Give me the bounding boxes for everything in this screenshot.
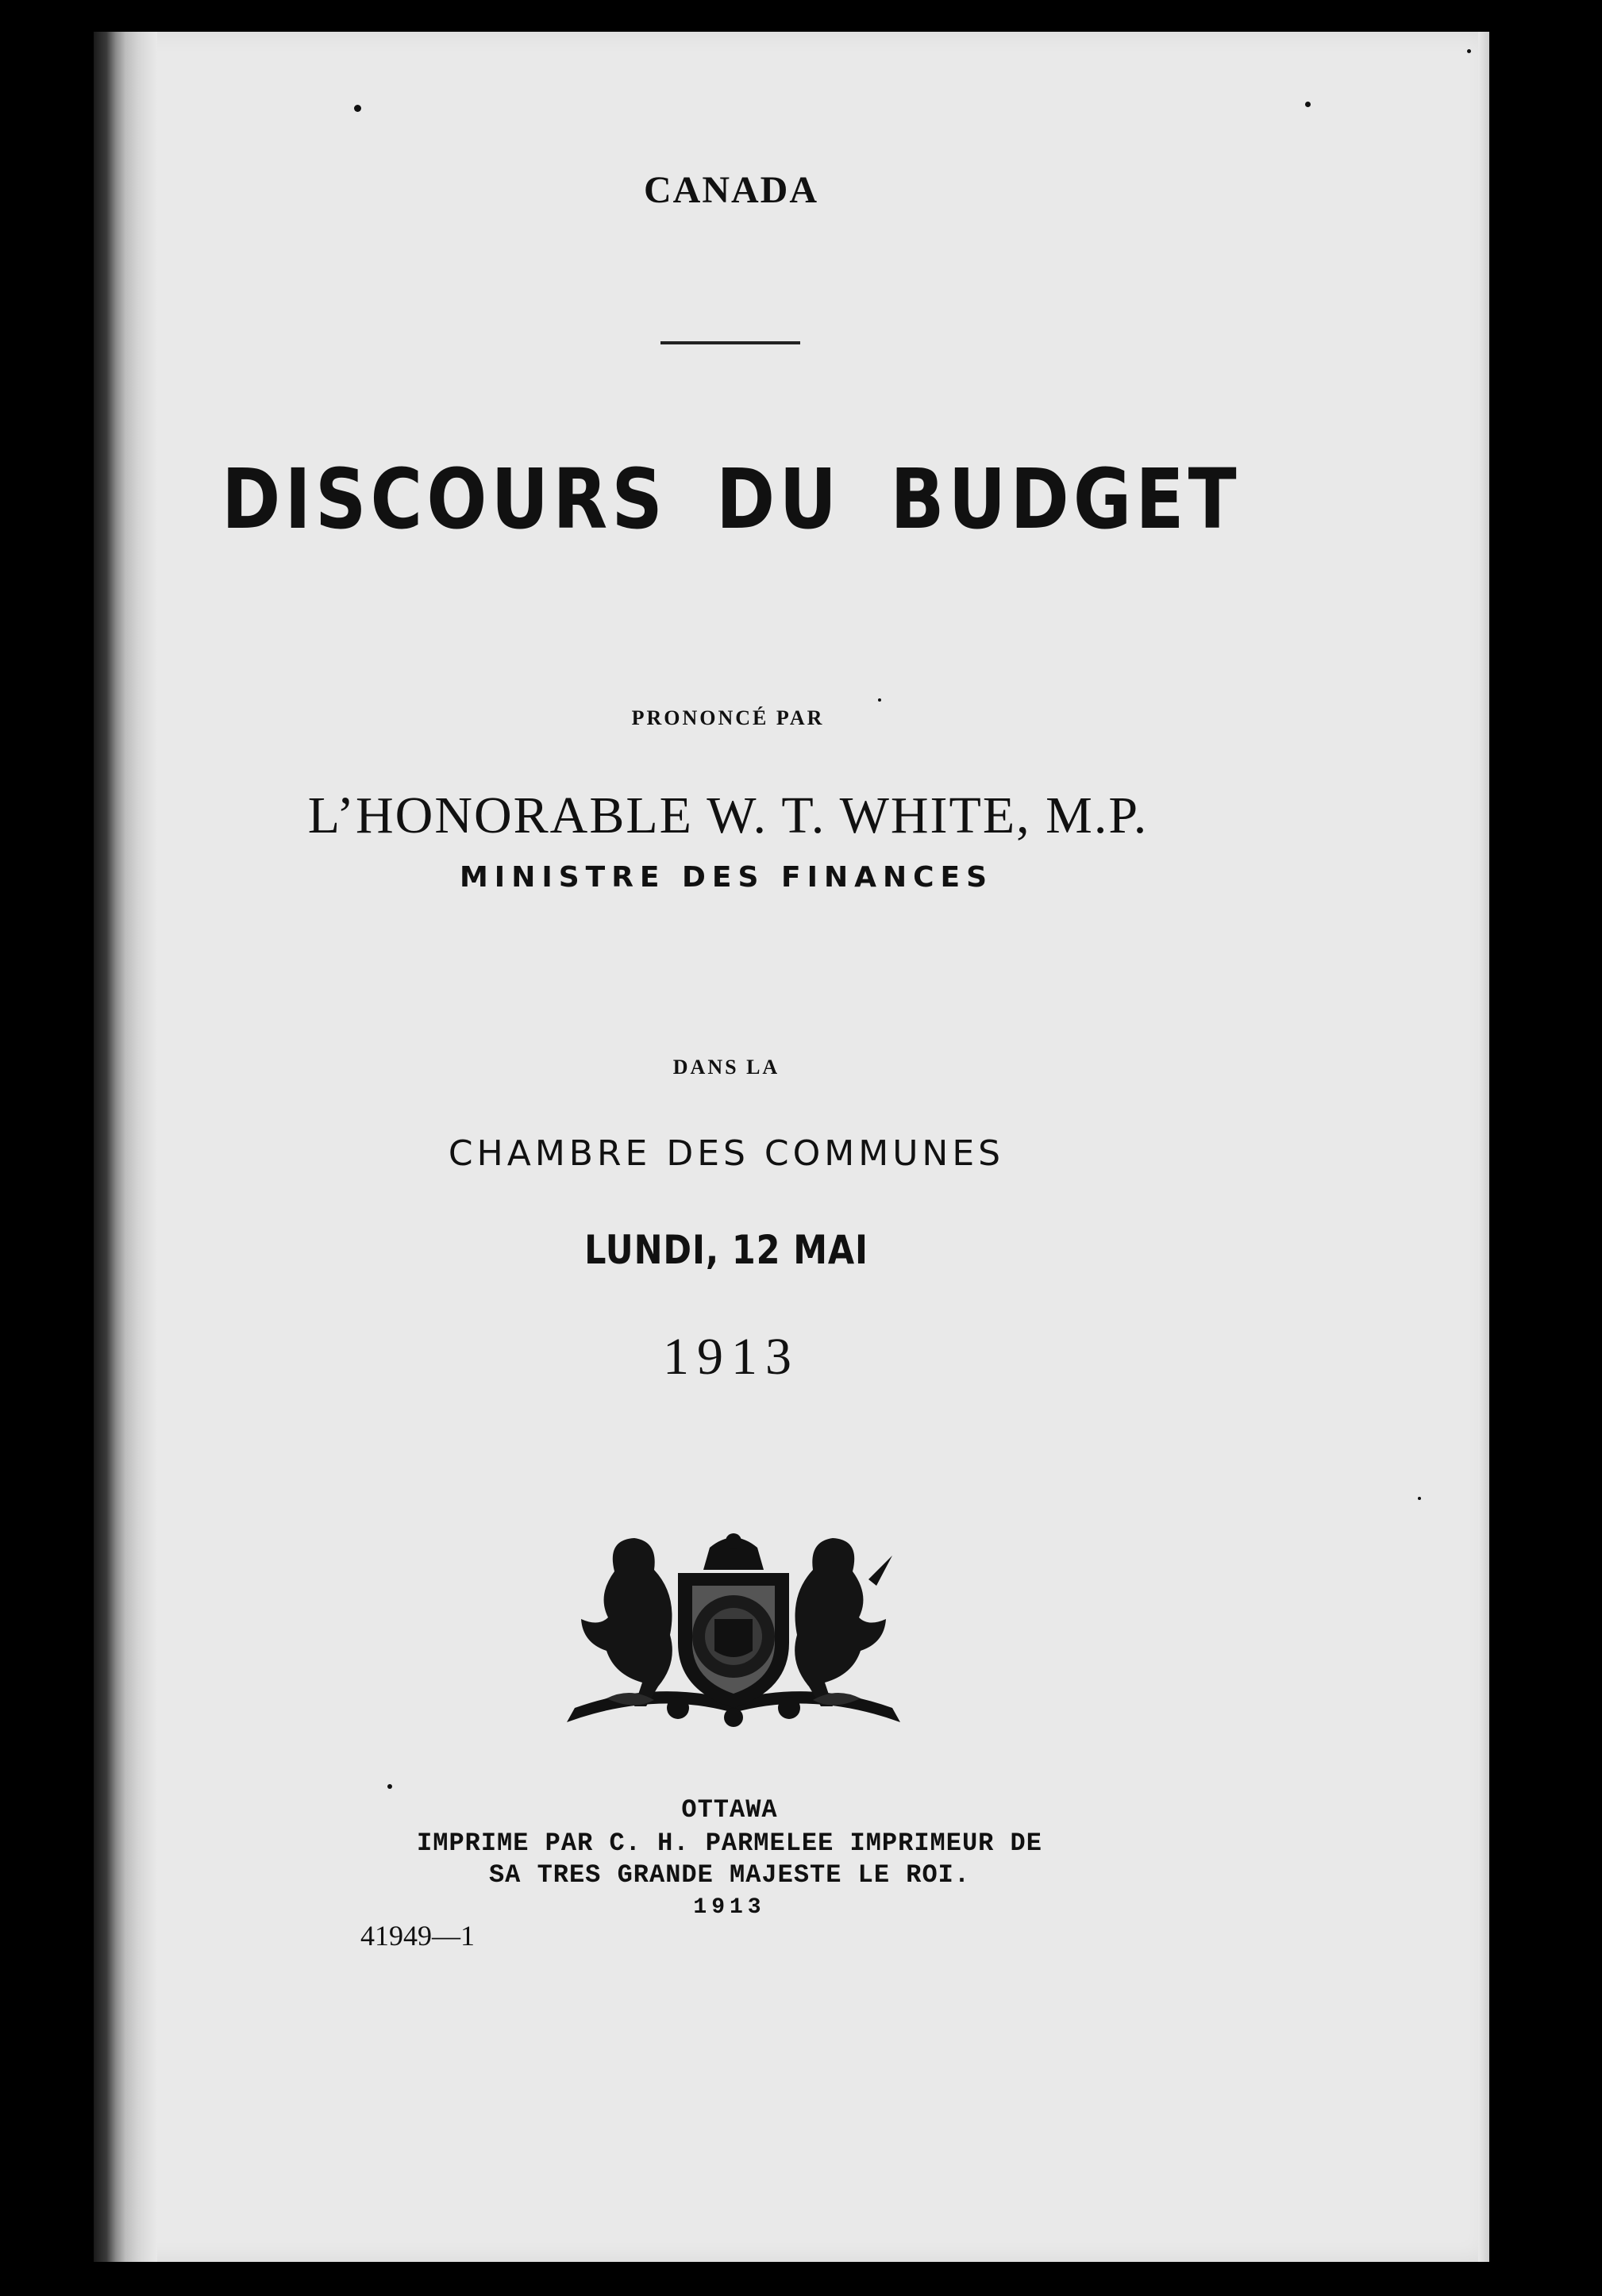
imprint-year: 1913 <box>693 1895 766 1920</box>
country-heading: CANADA <box>644 169 818 211</box>
catalog-number: 41949—1 <box>360 1920 475 1952</box>
location-name: CHAMBRE DES COMMUNES <box>448 1133 1005 1174</box>
divider-rule <box>660 341 800 344</box>
document-title: DISCOURS DU BUDGET <box>221 451 1241 548</box>
royal-coat-of-arms-icon <box>559 1524 908 1738</box>
imprint-printer-line-2: SA TRES GRANDE MAJESTE LE ROI. <box>488 1860 971 1890</box>
speech-date: LUNDI, 12 MAI <box>584 1227 868 1273</box>
imprint-printer-line-1: IMPRIME PAR C. H. PARMELEE IMPRIMEUR DE <box>417 1829 1042 1858</box>
delivered-by-label: PRONONCÉ PAR <box>631 706 825 729</box>
speaker-name: L’HONORABLE W. T. WHITE, M.P. <box>307 786 1149 844</box>
location-prefix: DANS LA <box>672 1056 780 1079</box>
speech-year: 1913 <box>663 1328 799 1386</box>
imprint-city: OTTAWA <box>681 1795 778 1825</box>
speaker-role: MINISTRE DES FINANCES <box>459 861 994 894</box>
